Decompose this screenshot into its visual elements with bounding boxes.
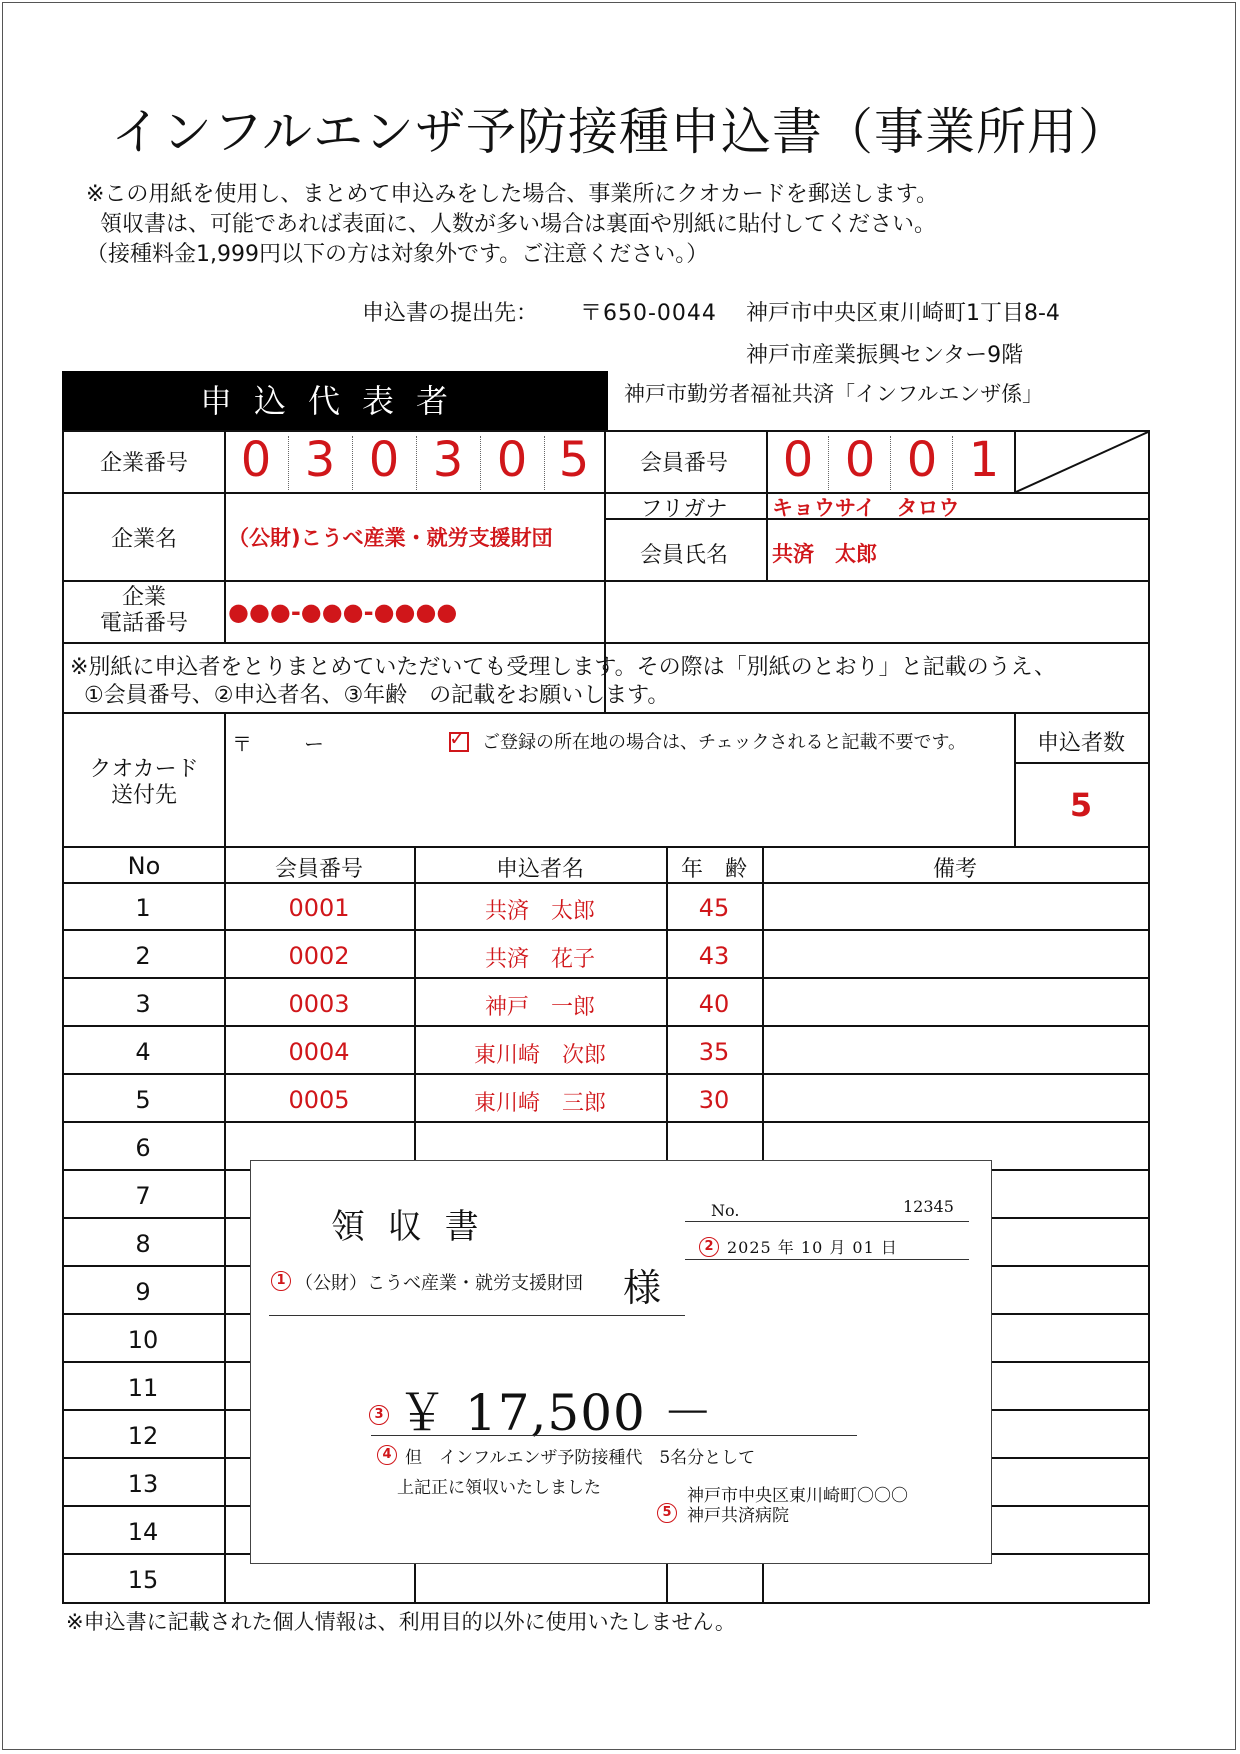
phone-value: ●●●-●●●-●●●● xyxy=(228,598,458,626)
delivery-label-1: クオカード xyxy=(89,757,199,782)
furigana-value: キョウサイ タロウ xyxy=(772,496,960,520)
company-no-digit-4: 3 xyxy=(432,432,464,488)
delivery-label-2: 送付先 xyxy=(110,783,177,808)
company-name-value: （公財)こうべ産業・就労支援財団 xyxy=(228,526,553,550)
receipt-date: 2025 年 10 月 01 日 xyxy=(727,1238,898,1257)
row-name: 共済 太郎 xyxy=(484,899,595,924)
member-no-label: 会員番号 xyxy=(639,451,728,476)
row-number: 9 xyxy=(135,1278,151,1306)
marker-4: 4 xyxy=(377,1443,397,1465)
receipt-received: 上記正に領収いたしました xyxy=(397,1478,601,1498)
separate-note-2: ①会員番号、②申込者名、③年齢 の記載をお願いします。 xyxy=(84,683,670,708)
receipt-issuer-address: 神戸市中央区東川崎町〇〇〇 xyxy=(687,1486,908,1506)
row-member-no: 0002 xyxy=(288,942,350,970)
row-number: 15 xyxy=(127,1566,159,1594)
receipt-no-value: 12345 xyxy=(903,1197,954,1216)
member-no-digit-3: 0 xyxy=(906,432,938,488)
marker-1: 1 xyxy=(271,1269,291,1291)
submit-label: 申込書の提出先： xyxy=(362,301,539,326)
company-name-label: 企業名 xyxy=(110,527,177,552)
note-line-1: ※この用紙を使用し、まとめて申込みをした場合、事業所にクオカードを郵送します。 xyxy=(86,182,939,207)
check-note: ご登録の所在地の場合は、チェックされると記載不要です。 xyxy=(482,732,967,753)
row-number: 1 xyxy=(135,894,151,922)
phone-label-1: 企業 xyxy=(121,585,166,610)
row-number: 5 xyxy=(135,1086,151,1114)
privacy-note: ※申込書に記載された個人情報は、利用目的以外に使用いたしません。 xyxy=(66,1610,736,1634)
check-icon: ✓ xyxy=(449,726,466,750)
row-name: 神戸 一郎 xyxy=(484,995,595,1020)
submit-address-2: 神戸市産業振興センター9階 xyxy=(746,343,1024,368)
header-remarks: 備考 xyxy=(932,857,977,882)
member-name-label: 会員氏名 xyxy=(639,543,728,568)
header-age: 年 齢 xyxy=(680,857,747,882)
phone-label-2: 電話番号 xyxy=(99,611,188,636)
row-age: 43 xyxy=(698,942,730,970)
company-no-digit-5: 0 xyxy=(496,432,528,488)
receipt-purpose: 但 インフルエンザ予防接種代 5名分として xyxy=(405,1448,756,1468)
row-number: 4 xyxy=(135,1038,151,1066)
row-number: 3 xyxy=(135,990,151,1018)
furigana-label: フリガナ xyxy=(640,497,728,522)
row-age: 45 xyxy=(698,894,730,922)
page-title: インフルエンザ予防接種申込書（事業所用） xyxy=(111,103,1129,161)
marker-3: 3 xyxy=(369,1403,389,1425)
header-member-no: 会員番号 xyxy=(274,857,363,882)
company-no-digit-3: 0 xyxy=(368,432,400,488)
row-member-no: 0005 xyxy=(288,1086,350,1114)
company-no-digit-2: 3 xyxy=(304,432,336,488)
row-number: 2 xyxy=(135,942,151,970)
company-no-digit-1: 0 xyxy=(240,432,272,488)
row-number: 8 xyxy=(135,1230,151,1258)
row-name: 共済 花子 xyxy=(484,947,595,972)
company-no-label: 企業番号 xyxy=(99,451,188,476)
row-age: 35 xyxy=(698,1038,730,1066)
receipt-amount: ￥ 17,500 － xyxy=(397,1384,714,1442)
representative-header: 申込代表者 xyxy=(62,371,608,431)
company-no-digit-6: 5 xyxy=(558,432,590,488)
postal-dash: ー xyxy=(304,732,324,756)
blank-slash xyxy=(1016,432,1148,492)
header-no: No xyxy=(127,852,161,880)
row-age: 30 xyxy=(698,1086,730,1114)
receipt-no-label: No. xyxy=(711,1201,740,1220)
applicants-count: 5 xyxy=(1069,786,1093,824)
receipt-payee: （公財）こうべ産業・就労支援財団 xyxy=(295,1273,583,1294)
receipt-image xyxy=(250,1160,992,1564)
note-line-3: （接種料金1,999円以下の方は対象外です。ご注意ください。） xyxy=(86,242,709,267)
row-member-no: 0004 xyxy=(288,1038,350,1066)
row-member-no: 0003 xyxy=(288,990,350,1018)
receipt-honorific: 様 xyxy=(623,1266,662,1310)
postal-mark: 〒 xyxy=(232,732,252,756)
submit-postal: 〒650-0044 xyxy=(580,301,717,326)
member-no-digit-4: 1 xyxy=(968,432,1000,488)
row-member-no: 0001 xyxy=(288,894,350,922)
row-number: 12 xyxy=(127,1422,159,1450)
row-number: 14 xyxy=(127,1518,159,1546)
separate-note-1: ※別紙に申込者をとりまとめていただいても受理します。その際は「別紙のとおり」と記載のうえ、 xyxy=(70,655,1056,680)
row-name: 東川崎 次郎 xyxy=(473,1043,606,1068)
member-no-digit-2: 0 xyxy=(844,432,876,488)
submit-address-1: 神戸市中央区東川崎町1丁目8-4 xyxy=(746,301,1060,326)
row-number: 6 xyxy=(135,1134,151,1162)
header-name: 申込者名 xyxy=(495,857,584,882)
receipt-issuer-name: 神戸共済病院 xyxy=(687,1506,789,1526)
row-number: 11 xyxy=(127,1374,159,1402)
marker-5: 5 xyxy=(657,1501,677,1523)
member-name-value: 共済 太郎 xyxy=(772,542,877,566)
row-number: 7 xyxy=(135,1182,151,1210)
submit-address-3: 神戸市勤労者福祉共済「インフルエンザ係」 xyxy=(624,382,1044,406)
row-number: 10 xyxy=(127,1326,159,1354)
row-name: 東川崎 三郎 xyxy=(473,1091,606,1116)
receipt-title: 領 収 書 xyxy=(331,1207,485,1247)
row-number: 13 xyxy=(127,1470,159,1498)
note-line-2: 領収書は、可能であれば表面に、人数が多い場合は裏面や別紙に貼付してください。 xyxy=(100,212,937,237)
marker-2: 2 xyxy=(699,1235,719,1257)
row-age: 40 xyxy=(698,990,730,1018)
member-no-digit-1: 0 xyxy=(782,432,814,488)
applicants-label: 申込者数 xyxy=(1036,731,1125,756)
